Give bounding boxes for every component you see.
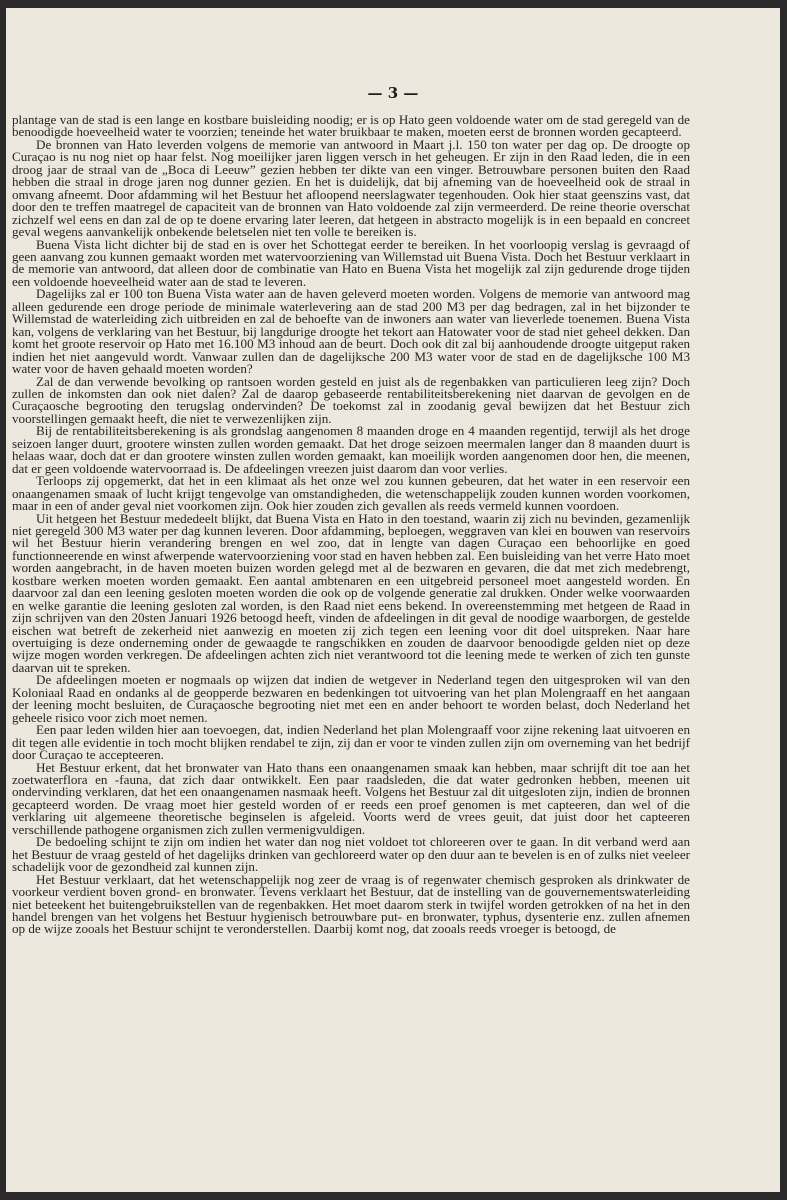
paragraph: De bronnen van Hato leverden volgens de memorie van antwoord in Maart j.l. 150 ton water per dag op. De droogte op Curaçao is nu nog niet op haar felst. Nog moeilijker jaren liggen versch in het geheugen. Er zijn in den Raad leden, die in een droog jaar de straal van de „Boca di Leeuw” gezien hebben ter dikte van een vinger. Betrouwbare personen buiten den Raad hebben die straal in droge jaren nog dunner gezien. En het is duidelijk, dat bij afneming van de hoeveelheid ook de straal in omvang afneemt. Door afdamming wil het Bestuur het afloopend neerslagwater tegenhouden. Ook hier staat geenszins vast, dat door den te treffen maatregel de capaciteit van de bronnen van Hato voldoende zal zijn vermeerderd. De reine theorie overschat zichzelf wel eens en dan zal de op te doene ervaring later leeren, dat hetgeen in abstracto mogelijk is in een bepaald en concreet geval wegens aanvankelijk onbekende beletselen niet ten volle te bereiken is. [12,136,690,240]
paragraph: Zal de dan verwende bevolking op rantsoen worden gesteld en juist als de regenbakken van particulieren leeg zijn? Doch zullen de inkomsten dan ook niet dalen? Zal de daarop gebaseerde rentabiliteitsberekening niet daarvan de gevolgen en de Curaçaosche begrooting den terugslag ondervinden? De toekomst zal in zoodanig geval bewijzen dat het Bestuur zich voorstellingen gemaakt heeft, die niet te verwezenlijken zijn. [12,373,690,426]
document-page [6,8,780,1192]
paragraph: Uit hetgeen het Bestuur mededeelt blijkt, dat Buena Vista en Hato in den toestand, waarin zij zich nu bevinden, gezamenlijk niet geregeld 300 M3 water per dag kunnen leveren. Door afdamming, beploegen, weggraven van klei en bouwen van reservoirs wil het Bestuur hierin verandering brengen en wel zoo, dat in lengte van dagen Curaçao een behoorlijke en goed functionneerende en winst afwerpende watervoorziening voor stad en haven hebben zal. Een buisleiding van het verre Hato moet worden aangebracht, in de haven moeten buizen worden gelegd met al de bezwaren en gevaren, die dat met zich medebrengt, kostbare werken moeten worden gemaakt. Een aantal ambtenaren en een uitgebreid personeel moet aangesteld worden. En daarvoor zal dan een leening gesloten moeten worden die ook op de volgende generatie zal drukken. Onder welke voorwaarden en welke garantie die leening gesloten zal worden, is den Raad niet eens bekend. In overeenstemming met hetgeen de Raad in zijn schrijven van den 20sten Januari 1926 betoogd heeft, vinden de afdeelingen in dit geval de noodige waarborgen, de gestelde eischen wat betreft de zekerheid niet aanwezig en moeten zij zich tegen een leening voor dit doel uitspreken. Naar hare overtuiging is deze onderneming onder de gewaagde te rangschikken en zouden de daarvoor benoodigde gelden niet op deze wijze mogen worden verkregen. De afdeelingen achten zich niet verantwoord tot die leening mede te werken of zich ten gunste daarvan uit te spreken. [12,510,690,675]
paragraph: Een paar leden wilden hier aan toevoegen, dat, indien Nederland het plan Molengraaff voor zijne rekening laat uitvoeren en dit tegen alle evidentie in toch mocht blijken rendabel te zijn, zij dan er voor te vinden zullen zijn om overneming van het bedrijf door Curaçao te accepteeren. [12,722,690,763]
paragraph: De bedoeling schijnt te zijn om indien het water dan nog niet voldoet tot chloreeren over te gaan. In dit verband werd aan het Bestuur de vraag gesteld of het dagelijks drinken van gechloreerd water op den duur aan te bevelen is en of zulks niet veeleer schadelijk voor de gezondheid zal kunnen zijn. [12,834,690,875]
page-number: — 3 — [367,84,419,102]
paragraph: Dagelijks zal er 100 ton Buena Vista water aan de haven geleverd moeten worden. Volgens de memorie van antwoord mag alleen gedurende een droge periode de minimale waterlevering aan de stad 200 M3 per dag bedragen, zal in het bijzonder te Willemstad de waterleiding zich uitbreiden en zal de behoefte van de inwoners aan water van lieverlede toenemen. Buena Vista kan, volgens de verklaring van het Bestuur, bij langdurige droogte het tekort aan Hatowater voor de stad niet geheel dekken. Dan komt het groote reservoir op Hato met 16.100 M3 inhoud aan de beurt. Doch ook dit zal bij aanhoudende droogte uitgeput raken indien het niet aangevuld wordt. Vanwaar zullen dan de dagelijksche 200 M3 water voor de stad en de dagelijksche 100 M3 water voor de haven gehaald moeten worden? [12,286,690,377]
paragraph: Buena Vista licht dichter bij de stad en is over het Schottegat eerder te bereiken. In het voorloopig verslag is gevraagd of geen aanvang zou kunnen gemaakt worden met watervoorziening van Willemstad uit Buena Vista. Doch het Bestuur verklaart in de memorie van antwoord, dat alleen door de combinatie van Hato en Buena Vista het mogelijk zal zijn gedurende droge tijden een voldoende hoeveelheid water aan de stad te leveren. [12,236,690,289]
paragraph: Bij de rentabiliteitsberekening is als grondslag aangenomen 8 maanden droge en 4 maanden regentijd, terwijl als het droge seizoen langer duurt, grootere winsten zullen worden gemaakt. Dat het droge seizoen meermalen langer dan 8 maanden duurt is helaas waar, doch dat er dan grootere winsten zullen worden gemaakt, kan moeilijk worden aangenomen door hen, die meenen, dat er geen voldoende watervoorraad is. De afdeelingen vreezen juist daarom dan voor verlies. [12,423,690,476]
paragraph: De afdeelingen moeten er nogmaals op wijzen dat indien de wetgever in Nederland tegen den uitgesproken wil van den Koloniaal Raad en ondanks al de geopperde bezwaren en bedenkingen tot uitvoering van het plan Molengraaff en het aangaan der leening mocht besluiten, de Curaçaosche begrooting niet met een en ander behoort te worden belast, doch Nederland het geheele risico voor zich moet nemen. [12,672,690,725]
paragraph: Het Bestuur verklaart, dat het wetenschappelijk nog zeer de vraag is of regenwater chemisch gesproken als drinkwater de voorkeur verdient boven grond- en bronwater. Tevens verklaart het Bestuur, dat de instelling van de gouvernementswaterleiding niet beteekent het buitengebruikstellen van de regenbakken. Het moet daarom sterk in twijfel worden getrokken of na het in den handel brengen van het volgens het Bestuur hygienisch betrouwbare put- en bronwater, typhus, dysenterie enz. zullen afnemen op de wijze zooals het Bestuur schijnt te veronderstellen. Daarbij komt nog, dat zooals reeds vroeger is betoogd, de [12,871,690,937]
paragraph: Terloops zij opgemerkt, dat het in een klimaat als het onze wel zou kunnen gebeuren, dat het water in een reservoir een onaangenamen smaak of lucht krijgt tengevolge van omstandigheden, die wetenschappelijk zouden kunnen worden voorkomen, maar in een of ander geval niet voorkomen zijn. Ook hier zouden zich gevallen als reeds vermeld kunnen voordoen. [12,473,690,514]
paragraph: Het Bestuur erkent, dat het bronwater van Hato thans een onaangenamen smaak kan hebben, maar schrijft dit toe aan het zoetwaterflora en -fauna, dat zich daar ontwikkelt. Een paar raadsleden, die dat water gedronken hebben, meenen uit ondervinding verklaren, dat het een onaangenamen nasmaak heeft. Volgens het Bestuur zal dit uitgesloten zijn, indien de bronnen gecapteerd worden. De vraag moet hier gesteld worden of er reeds een proef genomen is met capteeren, dan wel of die verklaring uit algemeene theoretische beginselen is afgeleid. Voorts werd de vrees geuit, dat juist door het capteeren verschillende pathogene organismen zich zullen vermenigvuldigen. [12,759,691,837]
body-text [12,114,690,936]
paragraph: plantage van de stad is een lange en kostbare buisleiding noodig; er is op Hato geen voldoende water om de stad geregeld van de benoodigde hoeveelheid water te voorzien; teneinde het water bruikbaar te maken, moeten eerst de bronnen worden gecapteerd. [12,112,690,140]
